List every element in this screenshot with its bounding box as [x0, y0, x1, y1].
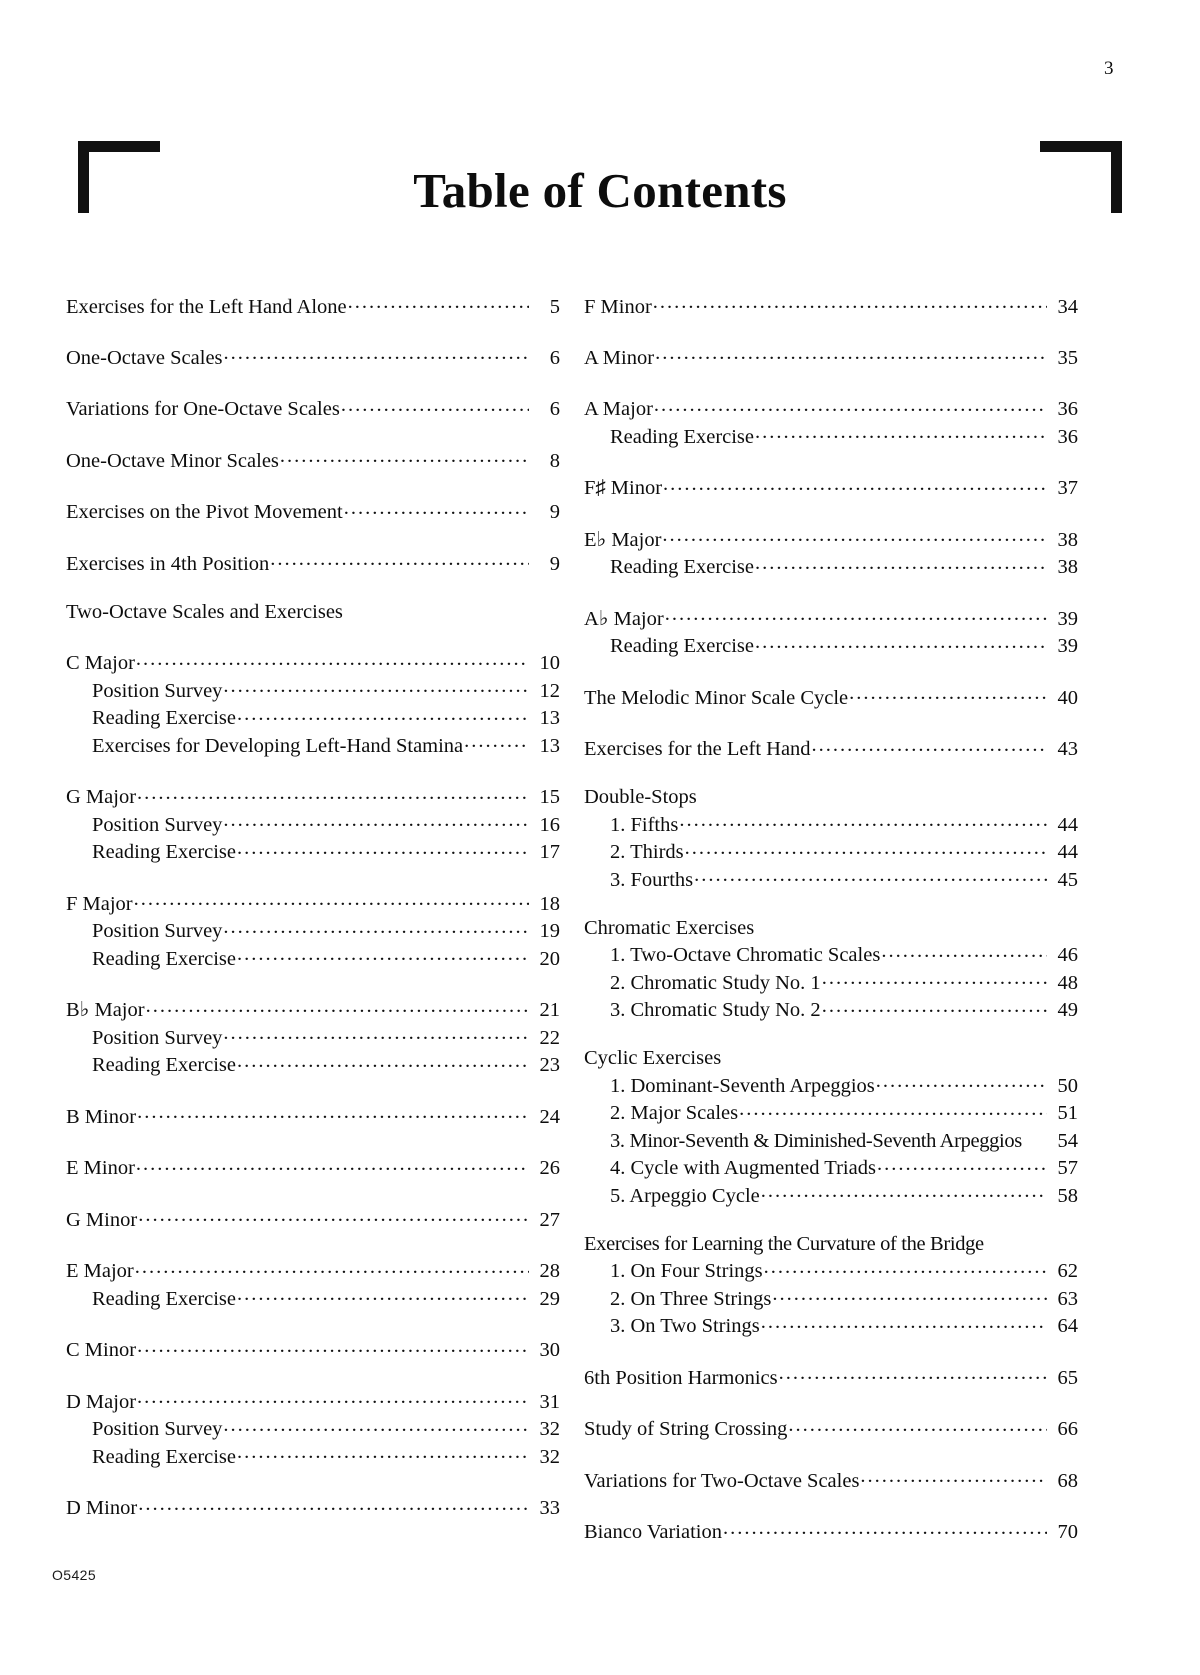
toc-page-number: 19	[539, 920, 560, 943]
toc-entry[interactable]	[66, 1494, 560, 1521]
footer-plate-code: O5425	[52, 1567, 97, 1583]
toc-entry-title: C Major	[66, 652, 135, 675]
toc-entry[interactable]	[584, 292, 1078, 319]
toc-page-number: 8	[549, 449, 560, 472]
toc-entry-title: 3. Fourths	[610, 868, 694, 891]
toc-leader-dots	[679, 810, 1047, 831]
toc-entry[interactable]	[584, 1363, 1078, 1390]
toc-subentry[interactable]	[66, 838, 560, 865]
toc-entry[interactable]	[66, 343, 560, 370]
toc-entry-title: Exercises for the Left Hand Alone	[66, 295, 347, 318]
toc-leader-dots	[653, 292, 1047, 313]
toc-entry-title: Exercises in 4th Position	[66, 552, 270, 575]
toc-entry[interactable]	[584, 1466, 1078, 1493]
toc-page-number: 18	[539, 892, 560, 915]
toc-page-number: 57	[1057, 1157, 1078, 1180]
toc-subentry[interactable]	[66, 944, 560, 971]
toc-entry-title: Reading Exercise	[610, 635, 755, 658]
toc-page-number: 65	[1057, 1366, 1078, 1389]
toc-subentry[interactable]	[584, 1284, 1078, 1311]
toc-subentry[interactable]	[584, 1181, 1078, 1208]
toc-entry[interactable]	[584, 1047, 1078, 1071]
toc-leader-dots	[772, 1284, 1047, 1305]
toc-subentry[interactable]	[66, 676, 560, 703]
toc-entry-title: 1. Dominant-Seventh Arpeggios	[610, 1074, 875, 1097]
toc-entry[interactable]	[66, 649, 560, 676]
toc-leader-dots	[223, 810, 529, 831]
toc-subentry[interactable]	[584, 968, 1078, 995]
toc-subentry[interactable]	[584, 941, 1078, 968]
toc-entry-title: Exercises for Learning the Curvature of the Bridge	[584, 1232, 984, 1255]
toc-leader-dots	[223, 1415, 529, 1436]
toc-page-number: 58	[1057, 1184, 1078, 1207]
toc-page-number: 6	[549, 346, 560, 369]
toc-page-number: 10	[539, 652, 560, 675]
toc-entry[interactable]	[584, 395, 1078, 422]
toc-page-number: 9	[549, 552, 560, 575]
toc-page-number: 30	[539, 1339, 560, 1362]
toc-entry-title: Position Survey	[92, 679, 223, 702]
toc-entry[interactable]	[584, 1233, 1078, 1257]
toc-subentry[interactable]	[66, 1415, 560, 1442]
toc-entry-title: The Melodic Minor Scale Cycle	[584, 686, 849, 709]
toc-subentry[interactable]	[66, 810, 560, 837]
toc-entry[interactable]	[66, 549, 560, 576]
toc-page-number: 33	[539, 1497, 560, 1520]
toc-entry-title: F Major	[66, 892, 133, 915]
toc-entry-title: Reading Exercise	[610, 425, 755, 448]
toc-leader-dots	[694, 865, 1047, 886]
toc-entry-title: F Minor	[584, 295, 652, 318]
toc-page-number: 12	[539, 679, 560, 702]
toc-entry[interactable]	[66, 292, 560, 319]
toc-entry[interactable]	[66, 498, 560, 525]
toc-entry[interactable]	[66, 446, 560, 473]
toc-entry-title: Bianco Variation	[584, 1521, 722, 1543]
toc-subentry[interactable]	[584, 632, 1078, 659]
toc-entry-title: One-Octave Scales	[66, 346, 223, 369]
toc-page-number: 17	[539, 841, 560, 864]
toc-leader-dots	[137, 1336, 529, 1357]
toc-entry[interactable]	[584, 683, 1078, 710]
toc-page-number: 43	[1057, 738, 1078, 761]
toc-entry-title: One-Octave Minor Scales	[66, 449, 279, 472]
toc-entry[interactable]	[66, 601, 560, 625]
toc-leader-dots	[761, 1312, 1047, 1333]
toc-page-number: 36	[1057, 425, 1078, 448]
toc-leader-dots	[137, 1102, 529, 1123]
toc-leader-dots	[662, 525, 1047, 546]
toc-entry-title: 1. Two-Octave Chromatic Scales	[610, 944, 881, 967]
toc-entry-title: F♯ Minor	[584, 477, 663, 500]
toc-page-number: 13	[539, 707, 560, 730]
toc-entry-title: Reading Exercise	[92, 841, 237, 864]
toc-leader-dots	[881, 941, 1047, 962]
toc-leader-dots	[663, 474, 1047, 495]
toc-leader-dots	[755, 632, 1047, 653]
toc-leader-dots	[223, 676, 529, 697]
toc-subentry[interactable]	[584, 1126, 1078, 1153]
toc-entry-title: 1. Fifths	[610, 813, 679, 836]
toc-subentry[interactable]	[584, 1257, 1078, 1284]
toc-leader-dots	[761, 1181, 1047, 1202]
toc-entry-title: 3. Minor-Seventh & Diminished-Seventh Arpeggios	[610, 1129, 1022, 1152]
toc-entry-title: 2. Major Scales	[610, 1102, 739, 1125]
toc-entry[interactable]	[66, 1336, 560, 1363]
toc-page-number: 62	[1057, 1260, 1078, 1283]
toc-page-number: 40	[1057, 686, 1078, 709]
toc-page-number: 29	[539, 1287, 560, 1310]
toc-leader-dots	[138, 1205, 529, 1226]
toc-entry-title: Position Survey	[92, 1418, 223, 1441]
toc-column-left	[66, 268, 560, 1545]
toc-entry-title: B Minor	[66, 1105, 137, 1128]
toc-entry-title: 6th Position Harmonics	[584, 1366, 778, 1389]
toc-leader-dots	[779, 1363, 1047, 1384]
toc-page-number: 32	[539, 1445, 560, 1468]
toc-entry-title: Cyclic Exercises	[584, 1047, 722, 1070]
toc-page-number: 39	[1057, 635, 1078, 658]
toc-subentry[interactable]	[584, 810, 1078, 837]
toc-page-number: 34	[1057, 295, 1078, 318]
toc-page-number: 70	[1057, 1521, 1078, 1543]
toc-entry-title: Variations for Two-Octave Scales	[584, 1469, 860, 1492]
toc-leader-dots	[764, 1257, 1047, 1278]
toc-entry-title: E♭ Major	[584, 528, 662, 551]
toc-subentry[interactable]	[584, 1099, 1078, 1126]
toc-entry-title: Exercises for the Left Hand	[584, 738, 811, 761]
page-title: Table of Contents	[413, 163, 787, 218]
toc-leader-dots	[822, 968, 1047, 989]
toc-page-number: 36	[1057, 398, 1078, 421]
toc-entry[interactable]	[584, 1518, 1078, 1545]
toc-leader-dots	[237, 838, 529, 859]
toc-leader-dots	[135, 1257, 529, 1278]
toc-page-number: 20	[539, 947, 560, 970]
toc-entry[interactable]	[584, 604, 1078, 631]
toc-subentry[interactable]	[66, 704, 560, 731]
toc-subentry[interactable]	[584, 422, 1078, 449]
toc-subentry[interactable]	[584, 553, 1078, 580]
toc-leader-dots	[224, 343, 529, 364]
toc-entry-title: Study of String Crossing	[584, 1418, 788, 1441]
toc-entry-title: Reading Exercise	[92, 1287, 237, 1310]
toc-page-number: 28	[539, 1260, 560, 1283]
toc-page-number: 9	[549, 501, 560, 524]
toc-leader-dots	[341, 395, 529, 416]
toc-subentry[interactable]	[66, 1284, 560, 1311]
toc-entry[interactable]	[584, 1415, 1078, 1442]
page-folio-number: 3	[1104, 58, 1114, 79]
toc-page-number: 23	[539, 1054, 560, 1077]
toc-entry-title: G Major	[66, 786, 137, 809]
toc-leader-dots	[237, 1284, 529, 1305]
toc-page-number: 27	[539, 1208, 560, 1231]
toc-leader-dots	[136, 649, 529, 670]
toc-entry-title: Position Survey	[92, 813, 223, 836]
toc-page-number: 46	[1057, 944, 1078, 967]
toc-entry-title: A Major	[584, 398, 653, 421]
toc-columns	[66, 268, 1078, 1545]
toc-leader-dots	[146, 996, 529, 1017]
toc-page-number: 68	[1057, 1469, 1078, 1492]
toc-leader-dots	[655, 343, 1047, 364]
toc-subentry[interactable]	[66, 1442, 560, 1469]
toc-entry-title: E Minor	[66, 1157, 135, 1180]
toc-entry[interactable]	[584, 786, 1078, 810]
toc-page-number: 15	[539, 786, 560, 809]
toc-leader-dots	[348, 292, 529, 313]
toc-leader-dots	[137, 1387, 529, 1408]
toc-leader-dots	[822, 996, 1047, 1017]
toc-page-number: 45	[1057, 868, 1078, 891]
toc-entry[interactable]	[584, 525, 1078, 552]
toc-subentry[interactable]	[584, 838, 1078, 865]
toc-entry-title: Reading Exercise	[92, 707, 237, 730]
toc-entry[interactable]	[66, 1257, 560, 1284]
toc-leader-dots	[654, 395, 1047, 416]
toc-leader-dots	[223, 1023, 529, 1044]
toc-entry-title: D Major	[66, 1390, 137, 1413]
toc-entry-title: 3. On Two Strings	[610, 1315, 760, 1338]
toc-leader-dots	[755, 553, 1047, 574]
toc-entry-title: Reading Exercise	[92, 1445, 237, 1468]
toc-entry[interactable]	[66, 1154, 560, 1181]
toc-subentry[interactable]	[66, 917, 560, 944]
toc-page-number: 37	[1057, 477, 1078, 500]
toc-page-number: 50	[1057, 1074, 1078, 1097]
toc-entry[interactable]	[584, 735, 1078, 762]
toc-entry-title: 2. Thirds	[610, 841, 684, 864]
toc-leader-dots	[137, 783, 529, 804]
toc-leader-dots	[755, 422, 1047, 443]
toc-entry-title: Position Survey	[92, 1026, 223, 1049]
toc-entry-title: A♭ Major	[584, 607, 664, 630]
toc-entry-title: Double-Stops	[584, 786, 697, 809]
toc-entry-title: G Minor	[66, 1208, 138, 1231]
toc-entry[interactable]	[66, 1387, 560, 1414]
toc-entry-title: E Major	[66, 1260, 134, 1283]
toc-subentry[interactable]	[66, 1023, 560, 1050]
toc-entry[interactable]	[66, 783, 560, 810]
toc-entry-title: Exercises for Developing Left-Hand Stamina	[92, 734, 464, 757]
toc-entry-title: Reading Exercise	[610, 556, 755, 579]
toc-leader-dots	[237, 704, 529, 725]
toc-leader-dots	[685, 838, 1047, 859]
toc-page-number: 13	[539, 734, 560, 757]
toc-subentry[interactable]	[584, 996, 1078, 1023]
toc-entry[interactable]	[66, 996, 560, 1023]
toc-leader-dots	[665, 604, 1047, 625]
toc-page-number: 44	[1057, 813, 1078, 836]
toc-leader-dots	[237, 944, 529, 965]
toc-entry[interactable]	[584, 474, 1078, 501]
toc-page-number: 5	[549, 295, 560, 318]
toc-entry[interactable]	[66, 1205, 560, 1232]
toc-entry-title: Chromatic Exercises	[584, 916, 755, 939]
toc-entry-title: 3. Chromatic Study No. 2	[610, 999, 821, 1022]
toc-leader-dots	[223, 917, 529, 938]
toc-entry-title: Exercises on the Pivot Movement	[66, 501, 343, 524]
toc-page-number: 48	[1057, 971, 1078, 994]
toc-leader-dots	[280, 446, 529, 467]
toc-subentry[interactable]	[66, 731, 560, 758]
toc-page-number: 31	[539, 1390, 560, 1413]
toc-leader-dots	[739, 1099, 1047, 1120]
toc-page-number: 44	[1057, 841, 1078, 864]
toc-page-number: 6	[549, 398, 560, 421]
toc-subentry[interactable]	[66, 1051, 560, 1078]
toc-entry-title: Position Survey	[92, 920, 223, 943]
toc-subentry[interactable]	[584, 1071, 1078, 1098]
toc-page-number: 22	[539, 1026, 560, 1049]
toc-leader-dots	[876, 1071, 1047, 1092]
toc-entry-title: 5. Arpeggio Cycle	[610, 1184, 760, 1207]
toc-entry-title: 4. Cycle with Augmented Triads	[610, 1157, 876, 1180]
toc-leader-dots	[723, 1518, 1047, 1539]
toc-page-number: 49	[1057, 999, 1078, 1022]
toc-page-number: 21	[539, 999, 560, 1022]
toc-page-number: 66	[1057, 1418, 1078, 1441]
toc-leader-dots	[464, 731, 529, 752]
toc-page-number: 51	[1057, 1102, 1078, 1125]
toc-page-number: 16	[539, 813, 560, 836]
toc-leader-dots	[344, 498, 529, 519]
toc-entry-title: Reading Exercise	[92, 947, 237, 970]
toc-leader-dots	[812, 735, 1047, 756]
toc-page-number: 38	[1057, 556, 1078, 579]
toc-page-number: 35	[1057, 346, 1078, 369]
toc-entry-title: Two-Octave Scales and Exercises	[66, 600, 343, 623]
toc-entry-title: 1. On Four Strings	[610, 1260, 763, 1283]
toc-subentry[interactable]	[584, 1312, 1078, 1339]
toc-page-number: 64	[1057, 1315, 1078, 1338]
toc-leader-dots	[877, 1154, 1047, 1175]
toc-entry[interactable]	[66, 395, 560, 422]
toc-entry-title: 2. On Three Strings	[610, 1287, 772, 1310]
toc-entry-title: Variations for One-Octave Scales	[66, 398, 340, 421]
toc-leader-dots	[237, 1442, 529, 1463]
toc-entry-title: Reading Exercise	[92, 1054, 237, 1077]
toc-leader-dots	[270, 549, 529, 570]
toc-leader-dots	[134, 889, 529, 910]
toc-entry[interactable]	[66, 889, 560, 916]
toc-subentry[interactable]	[584, 865, 1078, 892]
toc-entry[interactable]	[584, 917, 1078, 941]
toc-entry-title: B♭ Major	[66, 999, 145, 1022]
toc-page-number: 32	[539, 1418, 560, 1441]
toc-column-right	[584, 268, 1078, 1545]
toc-entry-title: C Minor	[66, 1339, 137, 1362]
toc-entry-title: D Minor	[66, 1497, 138, 1520]
toc-leader-dots	[136, 1154, 529, 1175]
toc-leader-dots	[237, 1051, 529, 1072]
toc-page-number: 54	[1057, 1129, 1078, 1152]
toc-entry-title: A Minor	[584, 346, 655, 369]
toc-entry[interactable]	[66, 1102, 560, 1129]
toc-page-number: 38	[1057, 528, 1078, 551]
toc-leader-dots	[788, 1415, 1047, 1436]
toc-leader-dots	[138, 1494, 529, 1515]
toc-page-number: 63	[1057, 1287, 1078, 1310]
toc-entry[interactable]	[584, 343, 1078, 370]
toc-page-number: 24	[539, 1105, 560, 1128]
toc-page-number: 26	[539, 1157, 560, 1180]
toc-subentry[interactable]	[584, 1154, 1078, 1181]
toc-page-number: 39	[1057, 607, 1078, 630]
toc-leader-dots	[849, 683, 1047, 704]
toc-entry-title: 2. Chromatic Study No. 1	[610, 971, 821, 994]
toc-leader-dots	[860, 1466, 1047, 1487]
